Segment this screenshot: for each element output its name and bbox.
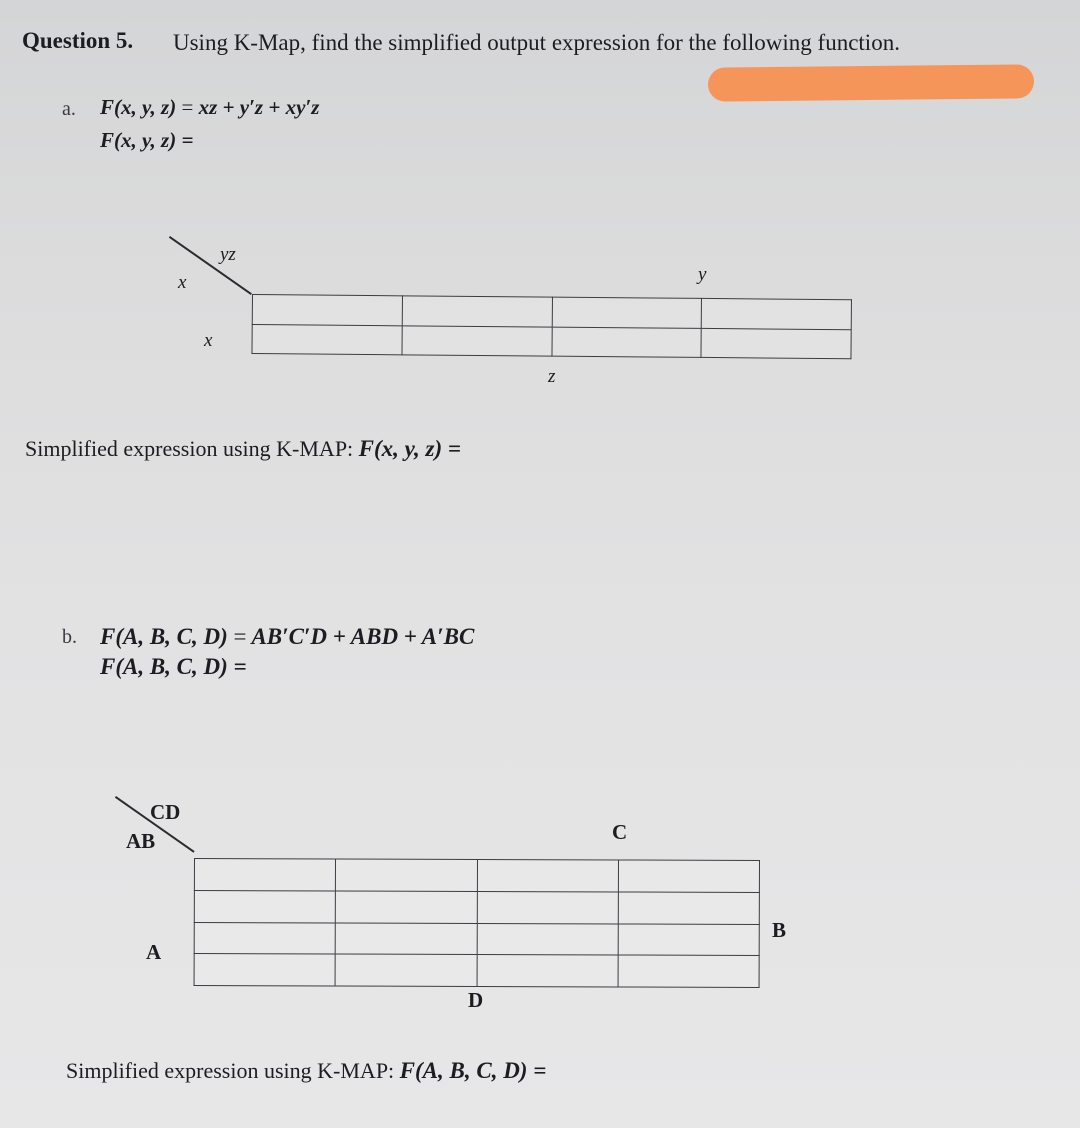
kmap-b-cell[interactable] [194,922,335,954]
kmap-b-cell[interactable] [618,923,759,955]
redaction-mark [708,64,1034,101]
part-b-lhs: F(A, B, C, D) [100,624,228,649]
kmap-b-cell[interactable] [618,892,759,924]
kmap-b-top-label: C [612,820,628,844]
part-b-rhs: AB′C′D + ABD + A′BC [251,624,475,649]
kmap-a-col-var: yz [220,244,236,265]
part-b-function [100,624,474,650]
kmap-b-cell[interactable] [194,859,335,891]
part-a-simplified [25,436,461,462]
part-a-lhs: F(x, y, z) [100,95,177,119]
kmap-a-bottom-label: z [548,366,556,387]
kmap-a-cell[interactable] [551,327,701,358]
kmap-b-cell[interactable] [477,923,618,955]
kmap-b-right-label: B [772,918,787,942]
part-a-simplified-prefix: Simplified expression using K-MAP: [25,436,354,461]
kmap-b-cell[interactable] [335,922,476,954]
kmap-a-cell[interactable] [402,296,552,327]
kmap-b-row-var: AB [126,829,156,853]
kmap-a-cell[interactable] [252,324,402,355]
kmap-b-row [194,922,759,956]
part-b-simplified-function: F(A, B, C, D) = [399,1058,547,1083]
part-a-rhs: xz + y′z + xy′z [198,95,320,119]
kmap-b-cell[interactable] [477,859,618,891]
kmap-b-cell[interactable] [335,954,476,986]
kmap-b-cell[interactable] [477,955,618,987]
question-instruction: Using K-Map, find the simplified output expression for the following function. [173,30,900,55]
part-b-answer-line: F(A, B, C, D) = [100,654,247,679]
kmap-a-left-label: x [204,330,213,351]
kmap-b-cell[interactable] [618,955,759,987]
kmap-b-cell[interactable] [618,860,759,892]
part-a-simplified-function: F(x, y, z) = [358,436,461,461]
part-a-function [100,95,319,120]
kmap-b-row [194,954,759,988]
part-a-answer-line: F(x, y, z) = [100,128,194,152]
kmap-b-left-label: A [146,940,162,964]
kmap-b-row [194,859,759,893]
kmap-a-cell[interactable] [252,295,402,326]
part-b-equals: = [233,624,247,649]
kmap-a-grid [251,294,852,359]
kmap-a-cell[interactable] [701,298,851,329]
kmap-a-top-label: y [698,264,707,285]
kmap-b-cell[interactable] [336,859,477,891]
part-b-simplified [66,1058,546,1084]
kmap-b-cell[interactable] [336,891,477,923]
kmap-a-row-var: x [178,272,187,293]
kmap-b-grid [194,858,760,988]
kmap-b-cell[interactable] [194,954,335,986]
kmap-a-cell[interactable] [701,328,851,359]
question-title: Question 5. [22,28,134,53]
kmap-a-cell[interactable] [552,297,702,328]
part-a-label: a. [62,98,76,120]
kmap-b-cell[interactable] [477,891,618,923]
part-a-equals: = [181,95,194,119]
kmap-b-cell[interactable] [194,890,335,922]
kmap-b-row [194,890,759,924]
part-b-simplified-prefix: Simplified expression using K-MAP: [66,1058,395,1083]
kmap-a-row [252,324,851,359]
part-b-label: b. [62,626,77,648]
kmap-b-col-var: CD [150,800,181,824]
kmap-a-cell[interactable] [402,325,552,356]
kmap-b-bottom-label: D [468,988,484,1012]
